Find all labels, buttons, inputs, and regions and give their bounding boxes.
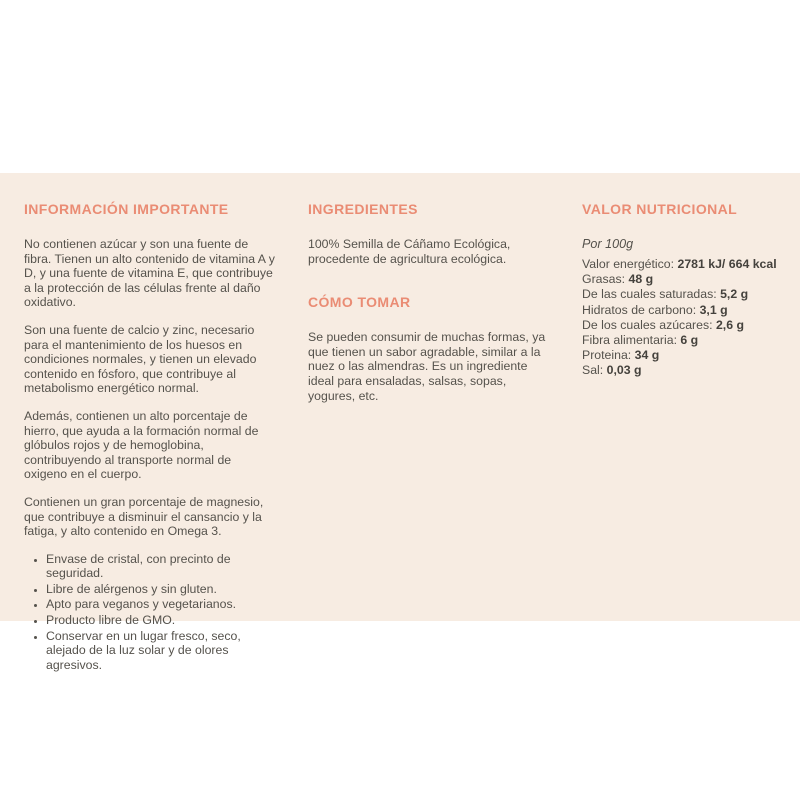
how-to-take-text: Se pueden consumir de muchas formas, ya que tienen un sabor agradable, similar a la nuez o las almendras. Es un ingrediente ideal para ensaladas, salsas, sopas, yogures, etc. bbox=[308, 330, 546, 403]
product-info-panel bbox=[0, 173, 800, 672]
nutrition-value: 34 g bbox=[634, 348, 660, 363]
nutrition-rows bbox=[582, 257, 780, 379]
nutrition-value: 3,1 g bbox=[699, 302, 728, 317]
nutrition-row bbox=[582, 303, 780, 318]
nutrition-label: Grasas: bbox=[582, 272, 626, 287]
nutrition-row bbox=[582, 257, 780, 272]
info-paragraph: Además, contienen un alto porcentaje de hierro, que ayuda a la formación normal de glóbulos rojos y de hemoglobina, contribuyendo al transporte normal de oxigeno en el cuerpo. bbox=[24, 408, 259, 482]
ingredients-text: 100% Semilla de Cáñamo Ecológica, procedente de agricultura ecológica. bbox=[308, 237, 511, 266]
nutrition-row bbox=[582, 272, 780, 287]
nutrition-label: Fibra alimentaria: bbox=[582, 333, 677, 348]
nutrition-column bbox=[582, 202, 780, 621]
nutrition-value: 0,03 g bbox=[606, 363, 642, 378]
nutrition-row bbox=[582, 333, 780, 348]
nutrition-value: 5,2 g bbox=[720, 287, 749, 302]
important-info-column bbox=[24, 201, 276, 672]
serving-note: Por 100g bbox=[582, 237, 634, 251]
nutrition-label: De los cuales azúcares: bbox=[582, 317, 713, 332]
nutrition-row bbox=[582, 318, 780, 333]
important-info-heading: INFORMACIÓN IMPORTANTE bbox=[24, 201, 229, 217]
nutrition-label: Proteina: bbox=[582, 348, 632, 363]
nutrition-row bbox=[582, 287, 780, 302]
bullet-item: • Envase de cristal, con precinto de seguridad. bbox=[46, 552, 276, 581]
important-info-paragraphs bbox=[24, 237, 276, 539]
nutrition-label: Hidratos de carbono: bbox=[582, 302, 697, 317]
info-paragraph: No contienen azúcar y son una fuente de fibra. Tienen un alto contenido de vitamina A y D, y una fuente de vitamina E, que contribuye a la protección de las células frente al daño oxidativo. bbox=[24, 237, 275, 310]
bullet-item: • Conservar en un lugar fresco, seco, alejado de la luz solar y de olores agresivos. bbox=[46, 629, 276, 673]
info-paragraph: Contienen un gran porcentaje de magnesio, que contribuye a disminuir el cansancio y la fatiga, y alto contenido en Omega 3. bbox=[24, 494, 264, 539]
how-to-take-heading: CÓMO TOMAR bbox=[308, 294, 411, 311]
ingredients-column bbox=[308, 202, 554, 621]
nutrition-value: 6 g bbox=[680, 333, 699, 348]
nutrition-value: 48 g bbox=[628, 272, 654, 287]
important-info-bullet-list bbox=[24, 552, 276, 673]
nutrition-value: 2,6 g bbox=[715, 317, 744, 332]
nutrition-label: Valor energético: bbox=[582, 257, 675, 271]
info-paragraph: Son una fuente de calcio y zinc, necesario para el mantenimiento de los huesos en condiciones normales, y tienen un elevado contenido en fósforo, que contribuye al metabolismo energético normal. bbox=[24, 322, 257, 396]
ingredients-heading: INGREDIENTES bbox=[308, 201, 418, 217]
nutrition-row bbox=[582, 348, 780, 363]
nutrition-label: Sal: bbox=[582, 363, 604, 378]
bullet-item: • Apto para veganos y vegetarianos. bbox=[46, 597, 276, 612]
nutrition-row bbox=[582, 363, 780, 378]
nutrition-label: De las cuales saturadas: bbox=[582, 287, 717, 302]
bullet-item: • Producto libre de GMO. bbox=[46, 613, 276, 628]
nutrition-heading: VALOR NUTRICIONAL bbox=[582, 201, 738, 217]
nutrition-value: 2781 kJ/ 664 kcal bbox=[677, 257, 777, 271]
bullet-item: • Libre de alérgenos y sin gluten. bbox=[46, 582, 276, 597]
